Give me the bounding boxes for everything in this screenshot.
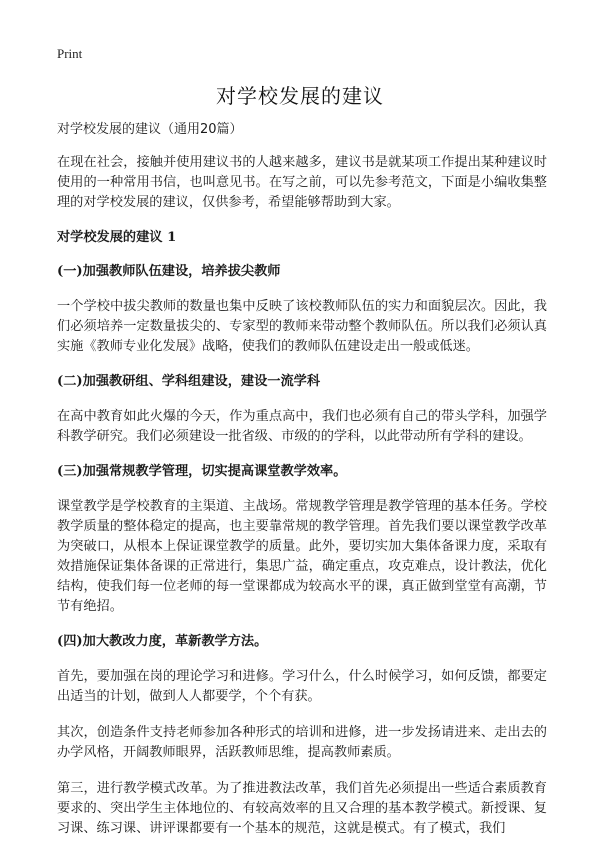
body-paragraph: 一个学校中拔尖教师的数量也集中反映了该校教师队伍的实力和面貌层次。因此，我们必须培养一定数量拔尖的、专家型的教师来带动整个教师队伍。所以我们必须认真实施《教师专业化发展》战略，使我们的教师队伍建设走出一般或低迷。 xyxy=(57,299,547,354)
body-paragraph: 首先，要加强在岗的理论学习和进修。学习什么，什么时候学习，如何反馈，都要定出适当的计划，做到人人都要学，个个有获。 xyxy=(57,669,547,704)
print-label: Print xyxy=(57,46,83,61)
item-heading-4: (四)加大教改力度，革新教学方法。 xyxy=(57,634,268,649)
intro-paragraph: 在现在社会，接触并使用建议书的人越来越多，建议书是就某项工作提出某种建议时使用的一种常用书信，也叫意见书。在写之前，可以先参考范文，下面是小编收集整理的对学校发展的建议，仅供参考，希望能够帮助到大家。 xyxy=(57,155,547,210)
item-heading-2: (二)加强教研组、学科组建设，建设一流学科 xyxy=(57,374,321,389)
document-subtitle: 对学校发展的建议（通用20篇） xyxy=(57,122,243,137)
item-heading-3: (三)加强常规教学管理，切实提高课堂教学效率。 xyxy=(57,464,347,479)
page-title: 对学校发展的建议 xyxy=(216,84,384,108)
body-paragraph: 课堂教学是学校教育的主渠道、主战场。常规教学管理是教学管理的基本任务。学校教学质量的整体稳定的提高，也主要靠常规的教学管理。首先我们要以课堂教学改革为突破口，从根本上保证课堂教学的质量。此外，要切实加大集体备课力度，采取有效措施保证集体备课的正常进行，集思广益，确定重点，攻克难点，设计教法，优化结构，使我们每一位老师的每一堂课都成为较高水平的课，真正做到堂堂有高潮，节节有绝招。 xyxy=(57,499,547,614)
section-title: 对学校发展的建议 1 xyxy=(57,230,177,245)
body-paragraph: 第三，进行教学模式改革。为了推进教法改革，我们首先必须提出一些适合素质教育要求的、突出学生主体地位的、有较高效率的且又合理的基本教学模式。新授课、复习课、练习课、讲评课都要有一个基本的规范，这就是模式。有了模式，我们 xyxy=(57,781,547,836)
body-paragraph: 其次，创造条件支持老师参加各种形式的培训和进修，进一步发扬请进来、走出去的办学风格，开阔教师眼界，活跃教师思维，提高教师素质。 xyxy=(57,725,547,760)
body-paragraph: 在高中教育如此火爆的今天，作为重点高中，我们也必须有自己的带头学科，加强学科教学研究。我们必须建设一批省级、市级的的学科，以此带动所有学科的建设。 xyxy=(57,409,547,444)
document-body xyxy=(57,121,547,851)
item-heading-1: (一)加强教师队伍建设，培养拔尖教师 xyxy=(57,264,281,279)
